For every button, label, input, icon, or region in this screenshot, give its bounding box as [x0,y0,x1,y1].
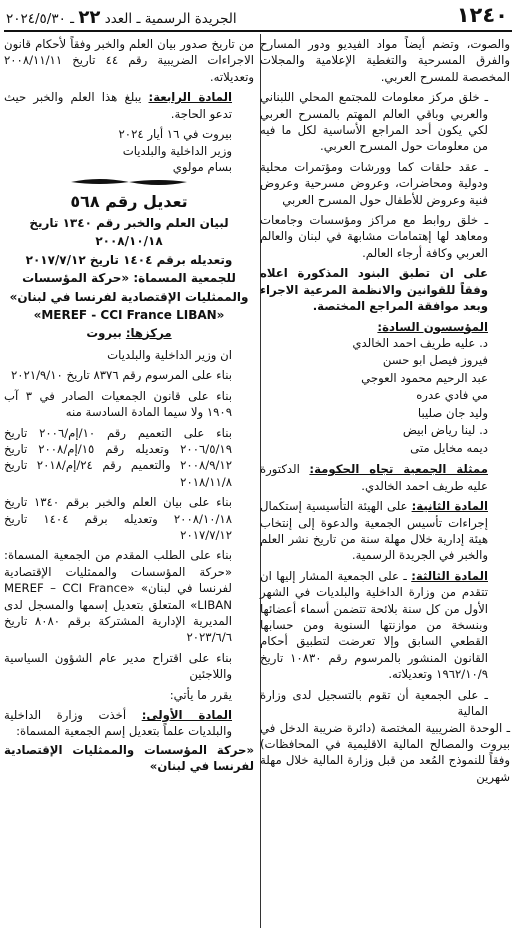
paragraph: ـ عقد حلقات كما وورشات ومؤتمرات محلية ودولية ومحاضرات، وعروض مسرحية وعروض فنية وعروض للأطفال حول المسرح العربي [260,159,488,207]
paragraph: ـ خلق مركز معلومات للمجتمع المحلي اللبناني والعربي وباقي العالم المهتم بالمسرح العربي لكي يكون أحد المراجع الأساسية لكل ما فيه من معلومات حول المسرح العربي. [260,90,488,154]
seat-label: مركزها: [125,325,172,340]
article-4-text: يبلغ هذا العلم والخبر حيث تدعو الحاجة. [4,90,232,121]
seat-value: بيروت [86,325,126,340]
amendment-title: تعديل رقم ٥٦٨ [70,191,188,211]
article-1 [4,707,254,740]
amendment-line: لبيان العلم والخبر رقم ١٣٤٠ تاريخ ٢٠٠٨/١٠/١٨ [29,215,229,249]
signature-date: بيروت في ١٦ أيار ٢٠٢٤ [118,127,232,142]
paragraph: ـ خلق روابط مع مراكز ومؤسسات وجامعات ومعاهد لها إهتمامات مشابهة في لبنان والعالم العربي وكافة أرجاء العالم. [260,213,488,260]
condition-paragraph: على ان تطبق البنود المذكورة اعلاه وفقاً للقوانين والانظمة المرعية الاجراء وبعد موافقة المراجع المختصة. [260,266,488,314]
paragraph: ـ على الجمعية أن تقوم بالتسجيل لدى وزارة المالية [260,687,488,719]
decides: يقرر ما يأتي: [169,687,232,702]
gov-representative [260,461,510,494]
signature-title: وزير الداخلية والبلديات [122,143,232,158]
article-1-text: أخذت وزارة الداخلية والبلديات علماً بتعديل إسم الجمعية المسماة: [4,708,232,739]
publication-name: الجريدة الرسمية ـ العدد [104,11,237,27]
amendment-line: «MEREF - CCI France LIBAN» [33,308,225,323]
paragraph: ان وزير الداخلية والبلديات [107,347,232,362]
paragraph: والصوت، وتضم أيضاً مواد الفيديو ودور المسارح والفرق المسرحية والتغطية الإعلامية والمجلات المخصصة للمسرح العربي. [260,37,510,84]
right-column [260,36,510,789]
paragraph: بناء على بيان العلم والخبر برقم ١٣٤٠ تاريخ ٢٠٠٨/١٠/١٨ وتعديله برقم ١٤٠٤ تاريخ ٢٠١٧/٧/١٢ [4,495,232,542]
article-4-label: المادة الرابعة: [148,90,232,105]
gov-rep-text: الدكتورة عليه طريف احمد الخالدي. [260,462,488,493]
paragraph: بناء على التعميم رقم ١٠/إم/٢٠٠٦ تاريخ ٢٠٠٦/٥/١٩ وتعديله رقم ١٥/إم/٢٠٠٨ تاريخ ٢٠٠٨/٩/١٢ والتعميم رقم ٢٤/إم/٢٠١٨ تاريخ ٢٠١٨/١١/٨ [4,425,232,489]
list-item: عبد الرحيم محمود العوجي [361,370,488,385]
seat [4,325,254,341]
ornament-divider [69,176,189,188]
article-2-label: المادة الثانية: [411,499,488,514]
paragraph: بناء على اقتراح مدير عام الشؤون السياسية واللاجئين [4,650,232,682]
article-2 [260,498,510,564]
gov-rep-label: ممثلة الجمعية تجاه الحكومة: [309,462,488,477]
list-item: د. عليه طريف احمد الخالدي [352,335,488,350]
list-item: مي فادي عدره [416,388,488,403]
association-name: «حركة المؤسسات والممثليات الإقتصادية لفرنسا في لبنان» [4,742,254,774]
paragraph: بناء على المرسوم رقم ٨٣٧٦ تاريخ ٢٠٢١/٩/١٠ [10,368,232,383]
amendment-line: وتعديله برقم ١٤٠٤ تاريخ ٢٠١٧/٧/١٢ [25,252,233,267]
list-item: فيروز فيصل ابو حسن [382,353,488,368]
founders-list [260,335,510,458]
amendment-line: والممثليات الإقتصادية لفرنسا في لبنان» [9,289,249,304]
article-3-text: ـ على الجمعية المشار إليها ان تتقدم من وزارة الداخلية والبلديات في الشهر الأول من كل سنة بلائحة تتضمن أسماء أعضائها وبنسخة من موازنتها السنوية ومن حسابها القطعي السابق وإلا تعرضت لتطبيق أحكام القانون المنشور بالمرسوم رقم ١٠٨٣٠ تاريخ ١٩٦٢/١٠/٩ وتعديلاته. [260,568,488,682]
paragraph: بناء على قانون الجمعيات الصادر في ٣ آب ١٩٠٩ ولا سيما المادة السادسة منه [4,388,232,420]
page-number: ١٢٤٠ [456,3,508,27]
article-4 [4,89,254,122]
paragraph: بناء على الطلب المقدم من الجمعية المسماة: «حركة المؤسسات والممثليات الإقتصادية لفرنسا في لبنان» «MEREF – CCI France LIBAN» المتعلق بتعديل إسمها والمسجل لدى المديرية الإدارية المشتركة برقم ٨٠٨٠ تاريخ ٢٠٢٣/٦/٦ [4,548,232,645]
publication-title [6,7,237,28]
page-header [0,0,516,34]
amendment-line: للجمعية المسماة: «حركة المؤسسات [22,271,236,286]
paragraph: ـ الوحدة الضريبية المختصة (دائرة ضريبة الدخل في بيروت والمصالح المالية الاقليمية في المحافظات) وفقاً للنموذج المُعد من قبل وزارة المالية خلال مهلة شهرين [260,720,510,784]
signature-name: بسام مولوي [172,160,232,175]
founders-label: المؤسسون السادة: [377,319,488,334]
list-item: وليد جان صليبا [417,405,488,420]
header-rule [4,30,512,32]
issue-date: ـ ٢٠٢٤/٥/٣٠ [6,11,75,27]
article-2-text: على الهيئة التأسيسية إستكمال إجراءات تأسيس الجمعية والدعوة إلى إنتخاب هيئة إدارية خلال مهلة سنة من تاريخ نشر العلم والخبر في الجريدة الرسمية. [260,499,488,563]
list-item: د. لينا رياض ابيض [402,423,488,438]
article-3 [260,568,510,683]
article-1-label: المادة الأولى: [141,708,233,723]
signature-block [4,126,254,176]
issue-number: ٢٢ [78,7,101,28]
list-item: ديمه مخايل متى [410,440,488,455]
paragraph: من تاريخ صدور بيان العلم والخبر وفقاً لأحكام قانون الاجراءات الضريبية رقم ٤٤ تاريخ ٢٠٠٨/١١/١١ وتعديلاته. [4,37,255,84]
article-3-label: المادة الثالثة: [411,568,488,583]
left-column [4,36,254,779]
